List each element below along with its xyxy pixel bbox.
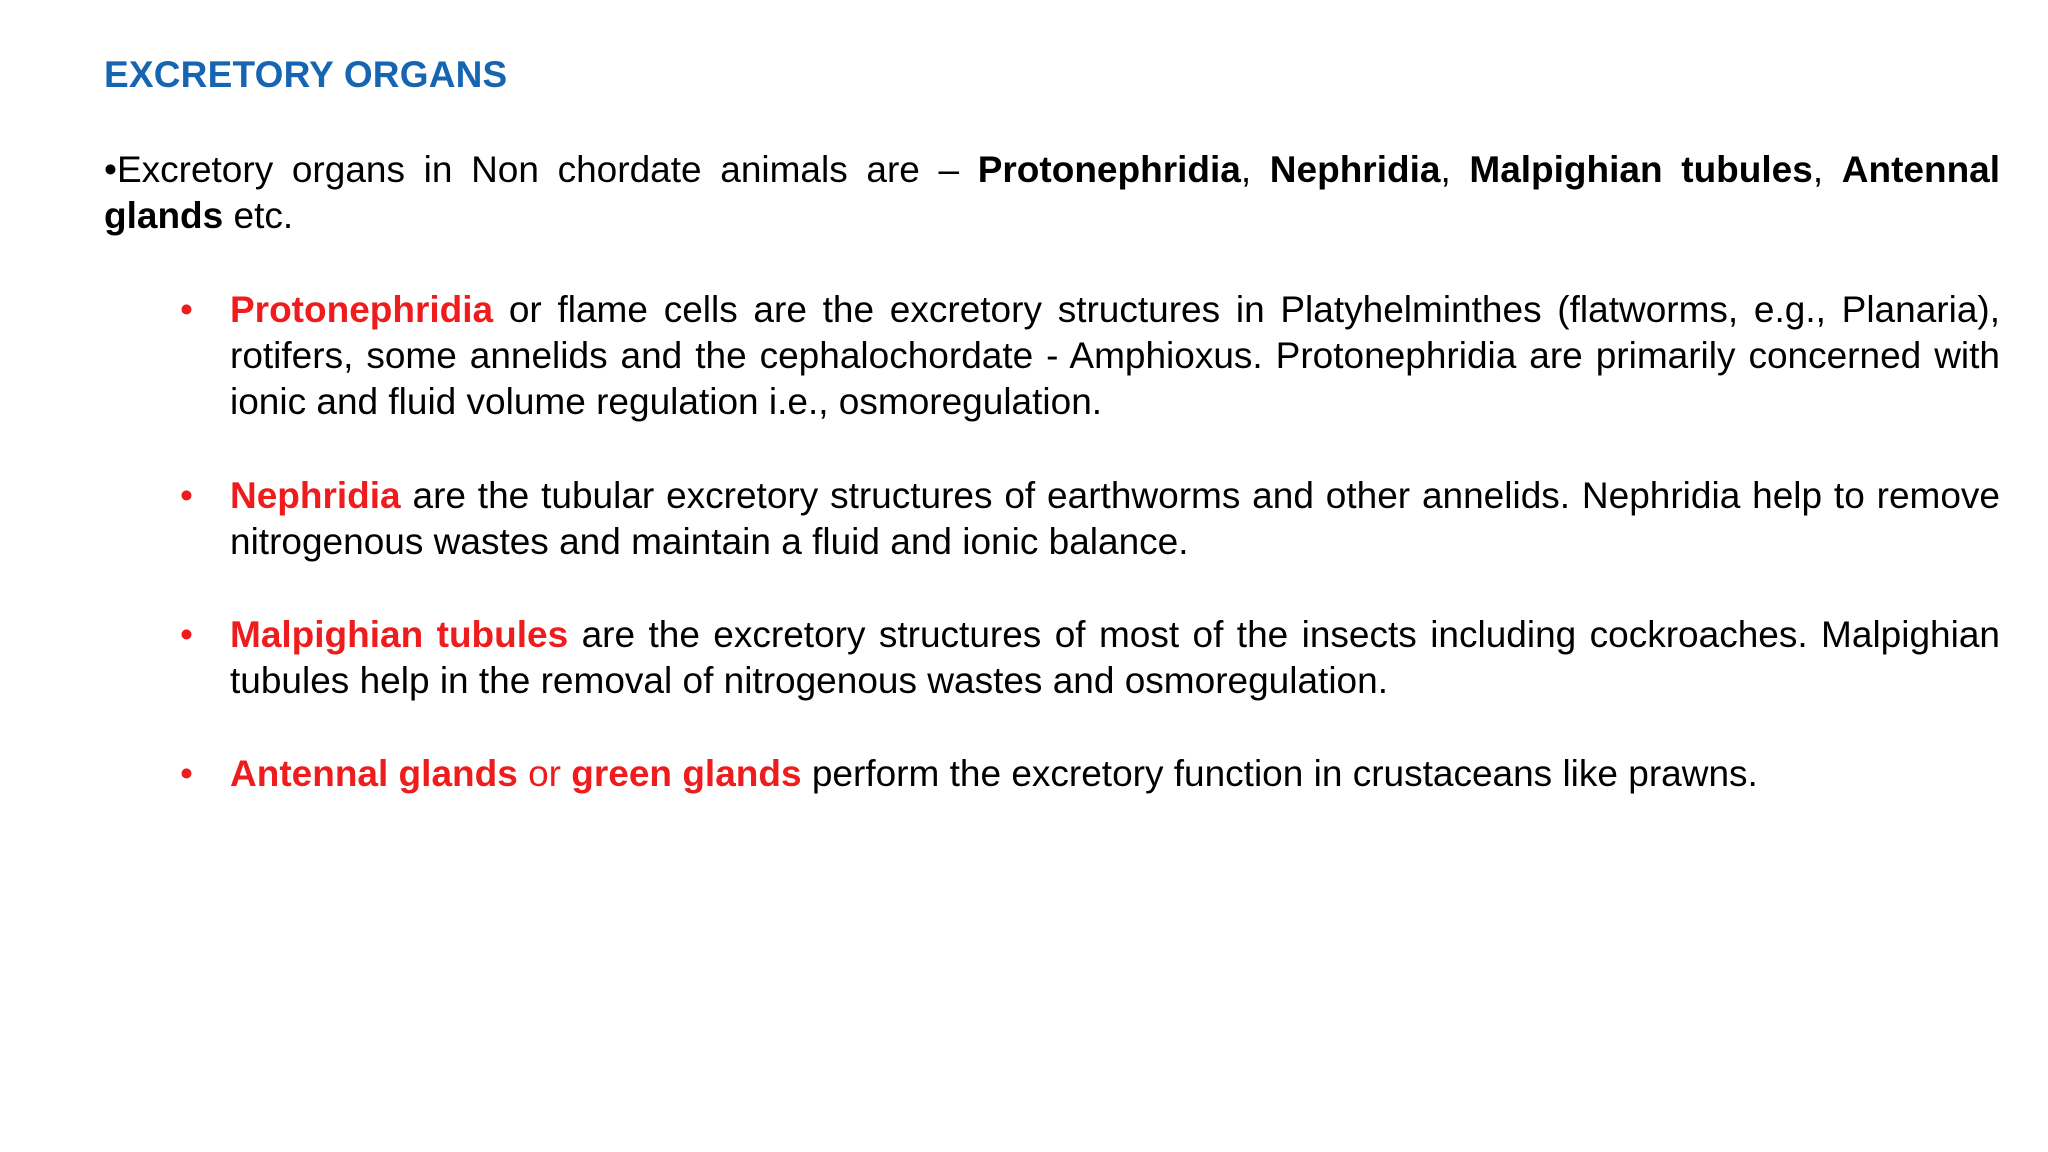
bullet-item-antennal-glands <box>180 751 2000 797</box>
bullet-term: Malpighian tubules <box>230 614 569 655</box>
bullet-icon: • <box>180 614 193 655</box>
bullet-text: are the tubular excretory structures of earthworms and other annelids. Nephridia help to remove nitrogenous wastes and maintain a fluid and ionic balance. <box>230 475 2000 562</box>
bullet-term-secondary: green glands <box>571 753 802 794</box>
bullet-item-nephridia <box>180 473 2000 565</box>
intro-separator: , <box>1812 149 1842 190</box>
intro-tail: etc. <box>223 195 294 236</box>
bullet-term: Nephridia <box>230 475 401 516</box>
intro-term-antennal-glands: Antennal glands <box>104 149 2001 236</box>
bullet-text: perform the excretory function in crustaceans like prawns. <box>801 753 1758 794</box>
intro-separator: , <box>1440 149 1470 190</box>
intro-term-protonephridia: Protonephridia <box>977 149 1241 190</box>
bullet-term: Antennal glands <box>230 753 518 794</box>
intro-paragraph <box>104 147 2000 239</box>
bullet-text: or flame cells are the excretory structures in Platyhelminthes (flatworms, e.g., Planaria), rotifers, some annelids and the cephalochordate - Amphioxus. Protonephridia are primarily concerned with ionic and fluid volume regulation i.e., osmoregulation. <box>230 289 2000 422</box>
bullet-term: Protonephridia <box>230 289 494 330</box>
bullet-icon: • <box>180 753 193 794</box>
intro-separator: , <box>1240 149 1270 190</box>
bullet-item-protonephridia <box>180 287 2000 425</box>
intro-lead: •Excretory organs in Non chordate animals are – <box>104 149 978 190</box>
bullet-icon: • <box>180 475 193 516</box>
bullet-text: are the excretory structures of most of the insects including cockroaches. Malpighian tubules help in the removal of nitrogenous wastes and osmoregulation. <box>230 614 2000 701</box>
bullet-connector: or <box>517 753 572 794</box>
intro-term-malpighian-tubules: Malpighian tubules <box>1469 149 1813 190</box>
bullet-icon: • <box>180 289 193 330</box>
bullet-item-malpighian-tubules <box>180 612 2000 704</box>
slide-title: EXCRETORY ORGANS <box>104 54 508 95</box>
intro-term-nephridia: Nephridia <box>1269 149 1441 190</box>
